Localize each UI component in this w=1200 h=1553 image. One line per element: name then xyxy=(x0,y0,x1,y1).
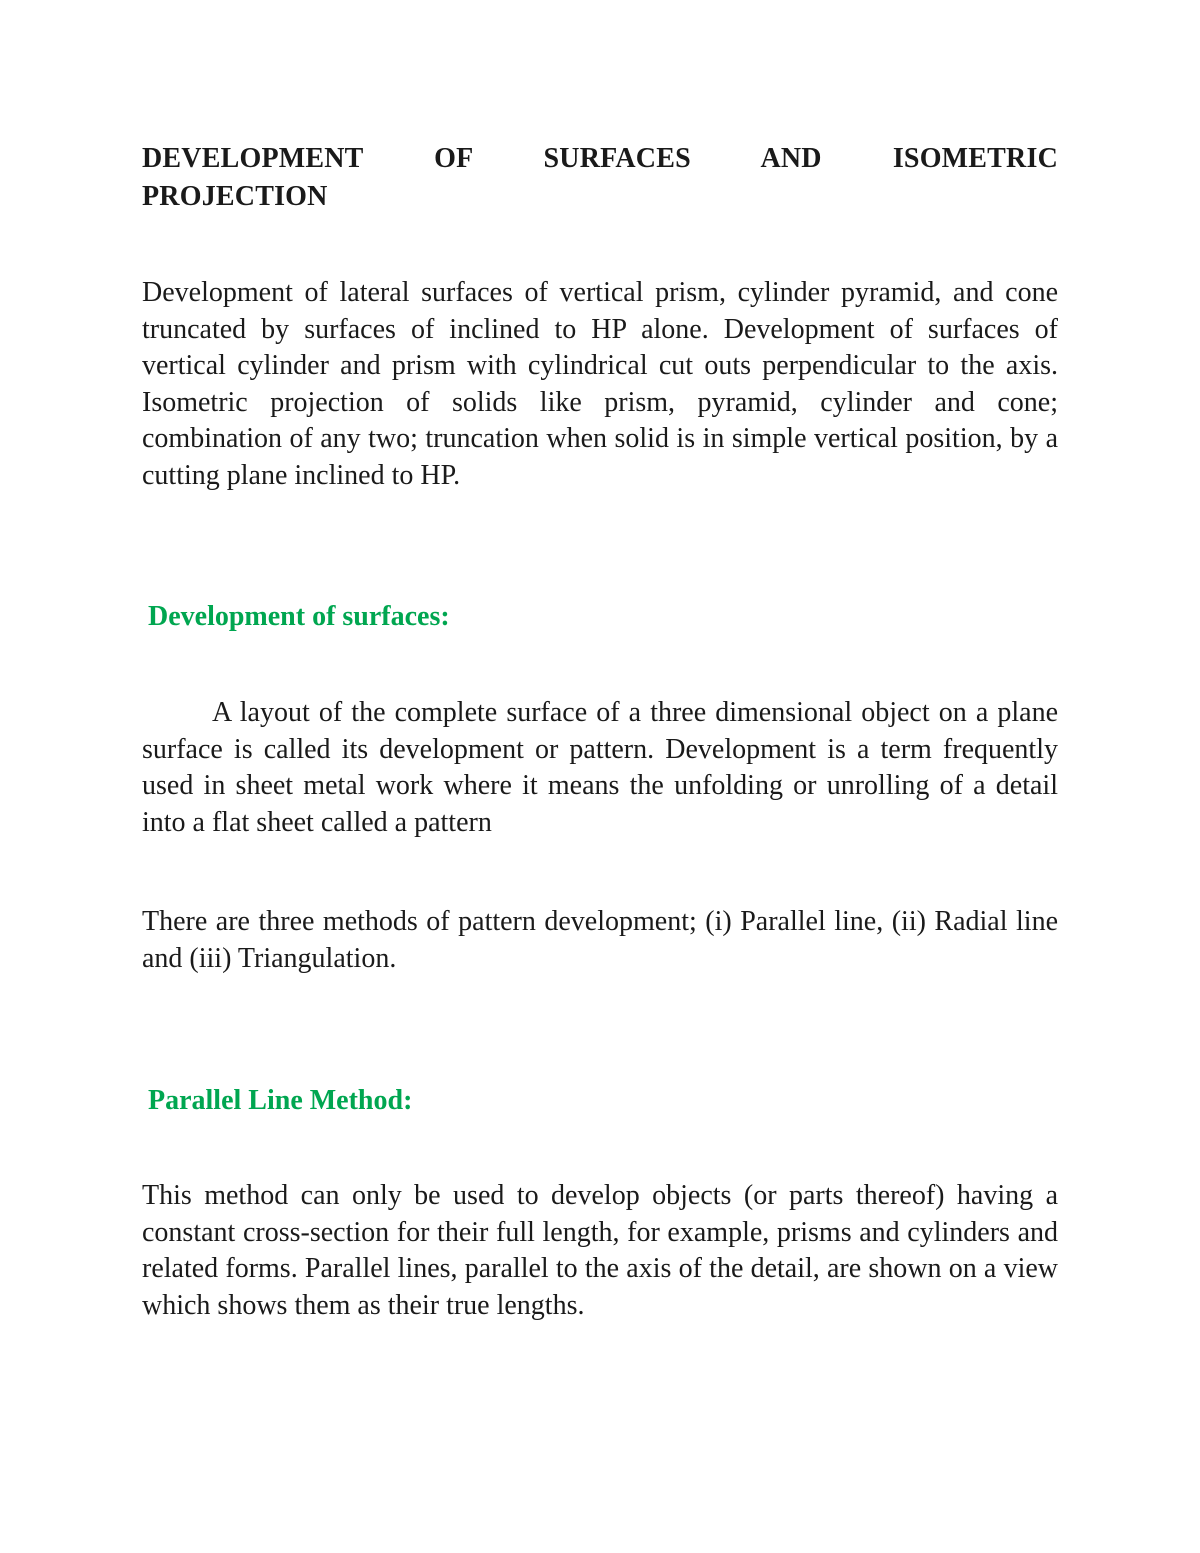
document-content xyxy=(142,140,1058,1324)
title-line-1: DEVELOPMENT OF SURFACES AND ISOMETRIC xyxy=(142,143,1058,174)
title-line-2: PROJECTION xyxy=(142,181,328,212)
development-definition-paragraph: A layout of the complete surface of a three dimensional object on a plane surface is called its development or pattern. Development is a term frequently used in sheet metal work where it means the unfolding or unrolling of a detail into a flat sheet called a pattern xyxy=(142,697,1058,838)
section-heading-development-of-surfaces: Development of surfaces: xyxy=(148,601,450,632)
document-title xyxy=(142,140,1058,216)
methods-paragraph: There are three methods of pattern development; (i) Parallel line, (ii) Radial line and (iii) Triangulation. xyxy=(142,906,1058,974)
parallel-line-paragraph: This method can only be used to develop objects (or parts thereof) having a constant cross-section for their full length, for example, prisms and cylinders and related forms. Parallel lines, parallel to the axis of the detail, are shown on a view which shows them as their true lengths. xyxy=(142,1180,1058,1321)
intro-paragraph: Development of lateral surfaces of vertical prism, cylinder pyramid, and cone truncated by surfaces of inclined to HP alone. Development of surfaces of vertical cylinder and prism with cylindrical cut outs perpendicular to the axis. Isometric projection of solids like prism, pyramid, cylinder and cone; combination of any two; truncation when solid is in simple vertical position, by a cutting plane inclined to HP. xyxy=(142,277,1058,491)
section-heading-parallel-line-method: Parallel Line Method: xyxy=(148,1085,413,1116)
